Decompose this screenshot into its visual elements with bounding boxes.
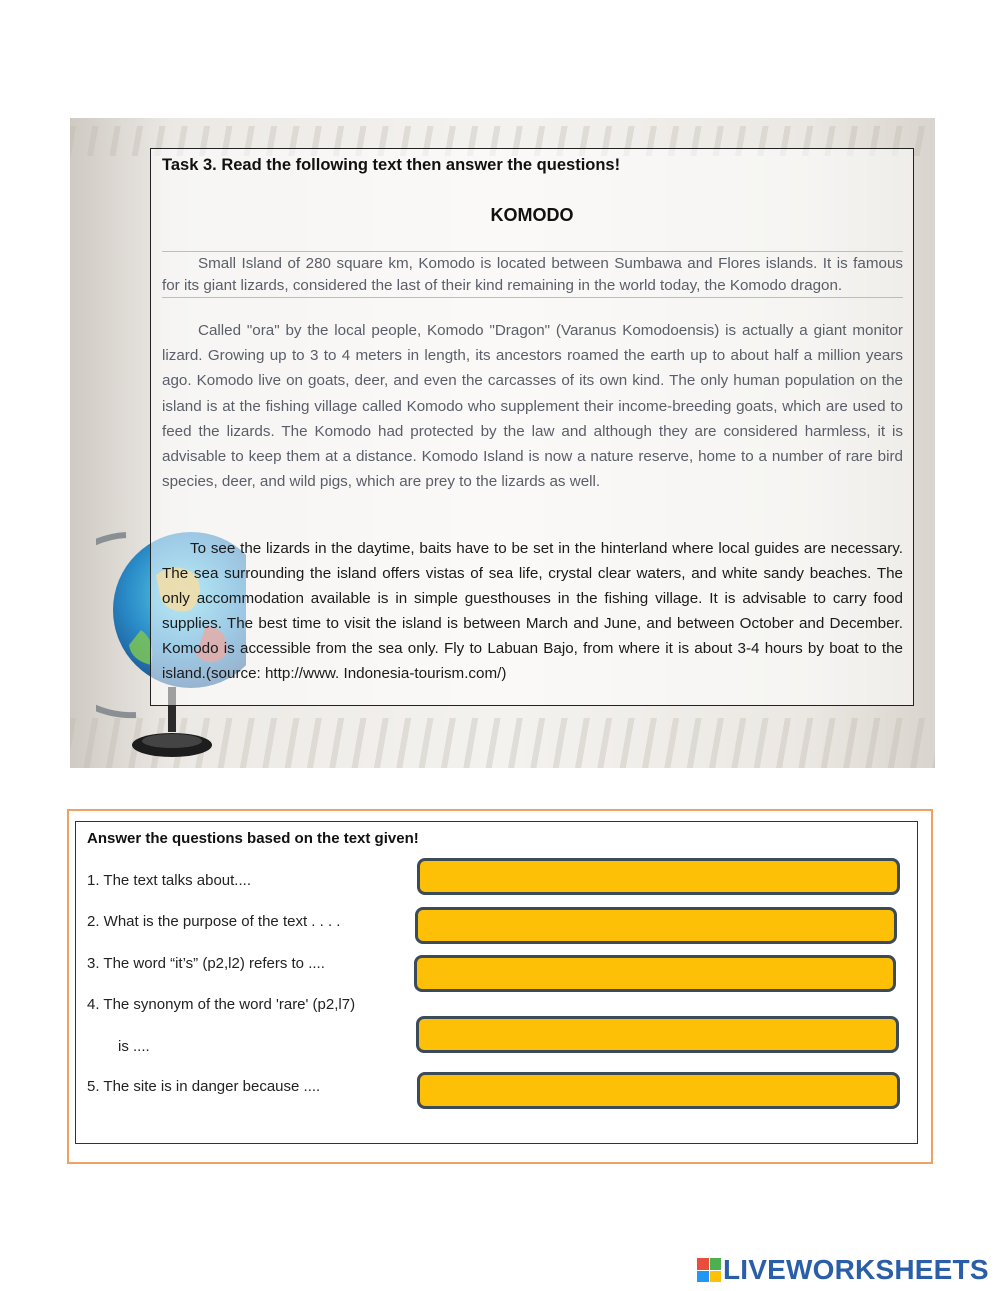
paragraph-3: To see the lizards in the daytime, baits have to be set in the hinterland where local guides are necessary. The sea surrounding the island offers vistas of sea life, crystal clear waters, and white sandy beaches. The only accommodation available is in simple guesthouses in the fishing village. It is advisable to carry food supplies. The best time to visit the island is between March and June, and between October and December. Komodo is accessible from the sea only. Fly to Labuan Bajo, from where it is about 3-4 hours by boat to the island.(source: http://www. Indonesia-tourism.com/) xyxy=(162,540,903,682)
questions-heading: Answer the questions based on the text given! xyxy=(87,830,419,847)
answer-field-3[interactable] xyxy=(414,955,896,992)
question-4-continued: is .... xyxy=(118,1038,150,1055)
answer-field-4[interactable] xyxy=(416,1016,899,1053)
document-title: KOMODO xyxy=(490,205,574,225)
logo-icon xyxy=(697,1258,721,1282)
question-3: 3. The word “it’s” (p2,l2) refers to .... xyxy=(87,955,325,972)
task-title: Task 3. Read the following text then answer the questions! xyxy=(162,156,621,174)
liveworksheets-logo xyxy=(697,1254,989,1286)
logo-text: LIVEWORKSHEETS xyxy=(723,1254,989,1285)
answer-field-1[interactable] xyxy=(417,858,900,895)
question-4: 4. The synonym of the word 'rare' (p2,l7) xyxy=(87,996,356,1013)
paragraph-2: Called "ora" by the local people, Komodo "Dragon" (Varanus Komodoensis) is actually a giant monitor lizard. Growing up to 3 to 4 meters in length, its ancestors roamed the earth up to about half a million years ago. Komodo live on goats, deer, and even the carcasses of its own kind. The only human population on the island is at the fishing village called Komodo who supplement their income-breeding goats, which are used to feed the lizards. The Komodo had protected by the law and although they are considered harmless, it is advisable to keep them at a distance. Komodo Island is now a nature reserve, home to a number of rare bird species, deer, and wild pigs, which are prey to the lizards as well. xyxy=(162,322,903,491)
question-2: 2. What is the purpose of the text . . . . xyxy=(87,913,341,930)
paragraph-1: Small Island of 280 square km, Komodo is located between Sumbawa and Flores islands. It is famous for its giant lizards, considered the last of their kind remaining in the world today, the Komodo dragon. xyxy=(162,251,903,298)
question-1: 1. The text talks about.... xyxy=(87,872,251,889)
question-5: 5. The site is in danger because .... xyxy=(87,1078,321,1095)
answer-field-5[interactable] xyxy=(417,1072,900,1109)
answer-field-2[interactable] xyxy=(415,907,897,944)
